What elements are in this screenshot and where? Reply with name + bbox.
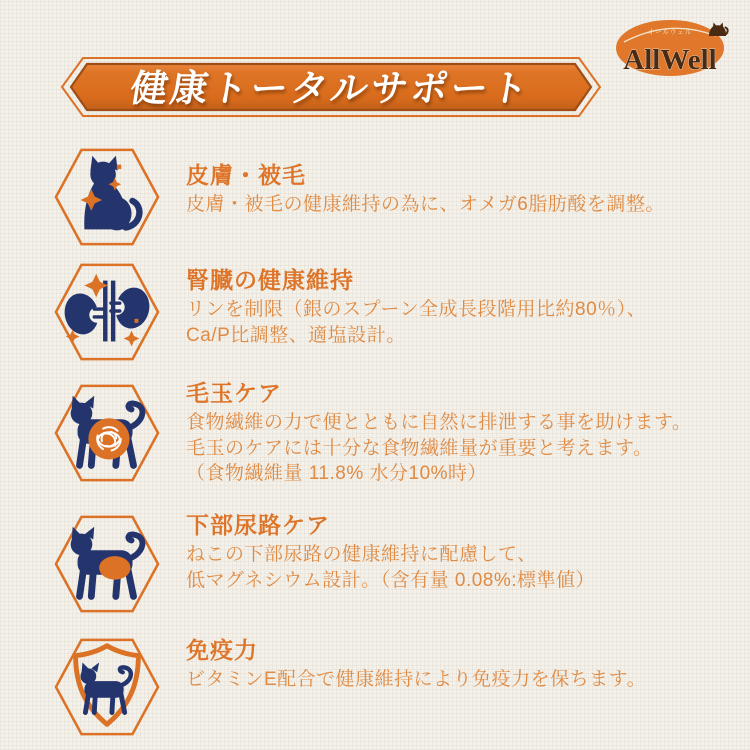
cat-sparkle-icon [52,144,162,250]
feature-line: ビタミンE配合で健康維持により免疫力を保ちます。 [186,669,647,690]
feature-title: 皮膚・被毛 [186,162,306,188]
feature-line: 皮膚・被毛の健康維持の為に、オメガ6脂肪酸を調整。 [186,194,665,215]
feature-section-immunity [52,634,742,740]
cat-shield-icon [52,634,162,740]
cat-urinary-icon [52,511,162,617]
feature-title: 毛玉ケア [186,380,282,406]
feature-line: 毛玉のケアには十分な食物繊維量が重要と考えます。 [186,437,653,459]
cat-hairball-icon [52,380,162,486]
feature-line: Ca/P比調整、適塩設計。 [186,324,406,346]
feature-section-kidney [52,259,742,365]
feature-line: リンを制限（銀のスプーン全成長段階用比約80％）、 [186,299,647,320]
feature-section-hairball [52,380,742,487]
banner-title: 健康トータルサポート [127,68,535,109]
title-banner [60,56,602,118]
feature-line: 低マグネシウム設計。（含有量 0.08%:標準値） [186,569,596,591]
logo-kana-text: オールウェル [647,29,693,36]
logo-brand-text: AllWell [623,44,717,76]
feature-line: （食物繊維量 11.8% 水分10%時） [186,463,488,484]
feature-section-urinary [52,511,742,617]
logo-cat-icon [709,23,726,37]
brand-logo [606,10,740,86]
feature-line: ねこの下部尿路の健康維持に配慮して、 [186,544,537,565]
feature-section-skin-coat [52,144,742,250]
feature-title: 腎臓の健康維持 [186,267,354,293]
feature-line: 食物繊維の力で便とともに自然に排泄する事を助けます。 [186,412,692,433]
feature-title: 下部尿路ケア [186,512,330,538]
feature-title: 免疫力 [186,637,258,663]
kidneys-icon [52,259,162,365]
